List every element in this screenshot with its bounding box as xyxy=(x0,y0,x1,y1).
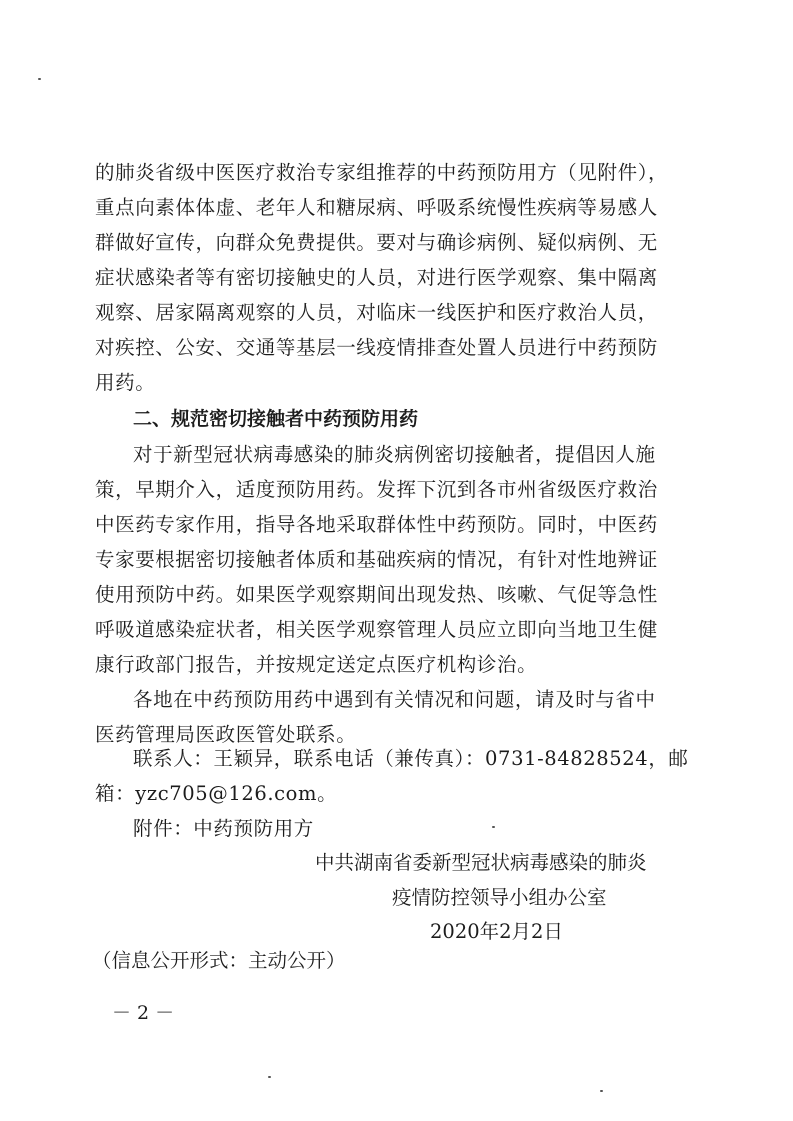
paragraph-line: 群做好宣传，向群众免费提供。要对与确诊病例、疑似病例、无 xyxy=(95,231,658,254)
contact-line: 联系人：王颖异，联系电话（兼传真）：0731-84828524，邮 xyxy=(133,747,689,770)
paragraph-line: 用药。 xyxy=(95,371,156,394)
section-heading: 二、规范密切接触者中药预防用药 xyxy=(133,408,419,430)
paragraph-line: 策，早期介入，适度预防用药。发挥下沉到各市州省级医疗救治 xyxy=(95,478,658,501)
scan-speck xyxy=(268,1076,271,1078)
attachment-line: 附件：中药预防用方 xyxy=(133,817,314,840)
scan-speck xyxy=(38,78,41,80)
paragraph-line: 康行政部门报告，并按规定送定点医疗机构诊治。 xyxy=(95,653,538,676)
paragraph-line: 中医药专家作用，指导各地采取群体性中药预防。同时，中医药 xyxy=(95,513,658,536)
scan-speck xyxy=(600,1090,603,1092)
paragraph-line: 专家要根据密切接触者体质和基础疾病的情况，有针对性地辨证 xyxy=(95,548,658,571)
scan-speck xyxy=(492,826,495,828)
page-number: － 2 － xyxy=(112,1002,175,1024)
paragraph-line: 的肺炎省级中医医疗救治专家组推荐的中药预防用方（见附件）， xyxy=(95,161,669,184)
paragraph-line: 医药管理局医政医管处联系。 xyxy=(95,723,357,746)
signature-org-line1: 中共湖南省委新型冠状病毒感染的肺炎 xyxy=(315,851,647,874)
paragraph-line: 观察、居家隔离观察的人员，对临床一线医护和医疗救治人员， xyxy=(95,301,658,324)
paragraph-line: 呼吸道感染症状者，相关医学观察管理人员应立即向当地卫生健 xyxy=(95,618,658,641)
disclosure-note: （信息公开形式：主动公开） xyxy=(92,949,346,972)
paragraph-line: 对于新型冠状病毒感染的肺炎病例密切接触者，提倡因人施 xyxy=(133,443,656,466)
signature-org-line2: 疫情防控领导小组办公室 xyxy=(392,886,607,909)
contact-line: 箱：yzc705@126.com。 xyxy=(95,782,338,805)
signature-date: 2020年2月2日 xyxy=(430,920,563,943)
paragraph-line: 症状感染者等有密切接触史的人员，对进行医学观察、集中隔离 xyxy=(95,266,658,289)
paragraph-line: 重点向素体体虚、老年人和糖尿病、呼吸系统慢性疾病等易感人 xyxy=(95,196,658,219)
paragraph-line: 使用预防中药。如果医学观察期间出现发热、咳嗽、气促等急性 xyxy=(95,583,658,606)
paragraph-line: 对疾控、公安、交通等基层一线疫情排查处置人员进行中药预防 xyxy=(95,336,658,359)
paragraph-line: 各地在中药预防用药中遇到有关情况和问题，请及时与省中 xyxy=(133,688,656,711)
